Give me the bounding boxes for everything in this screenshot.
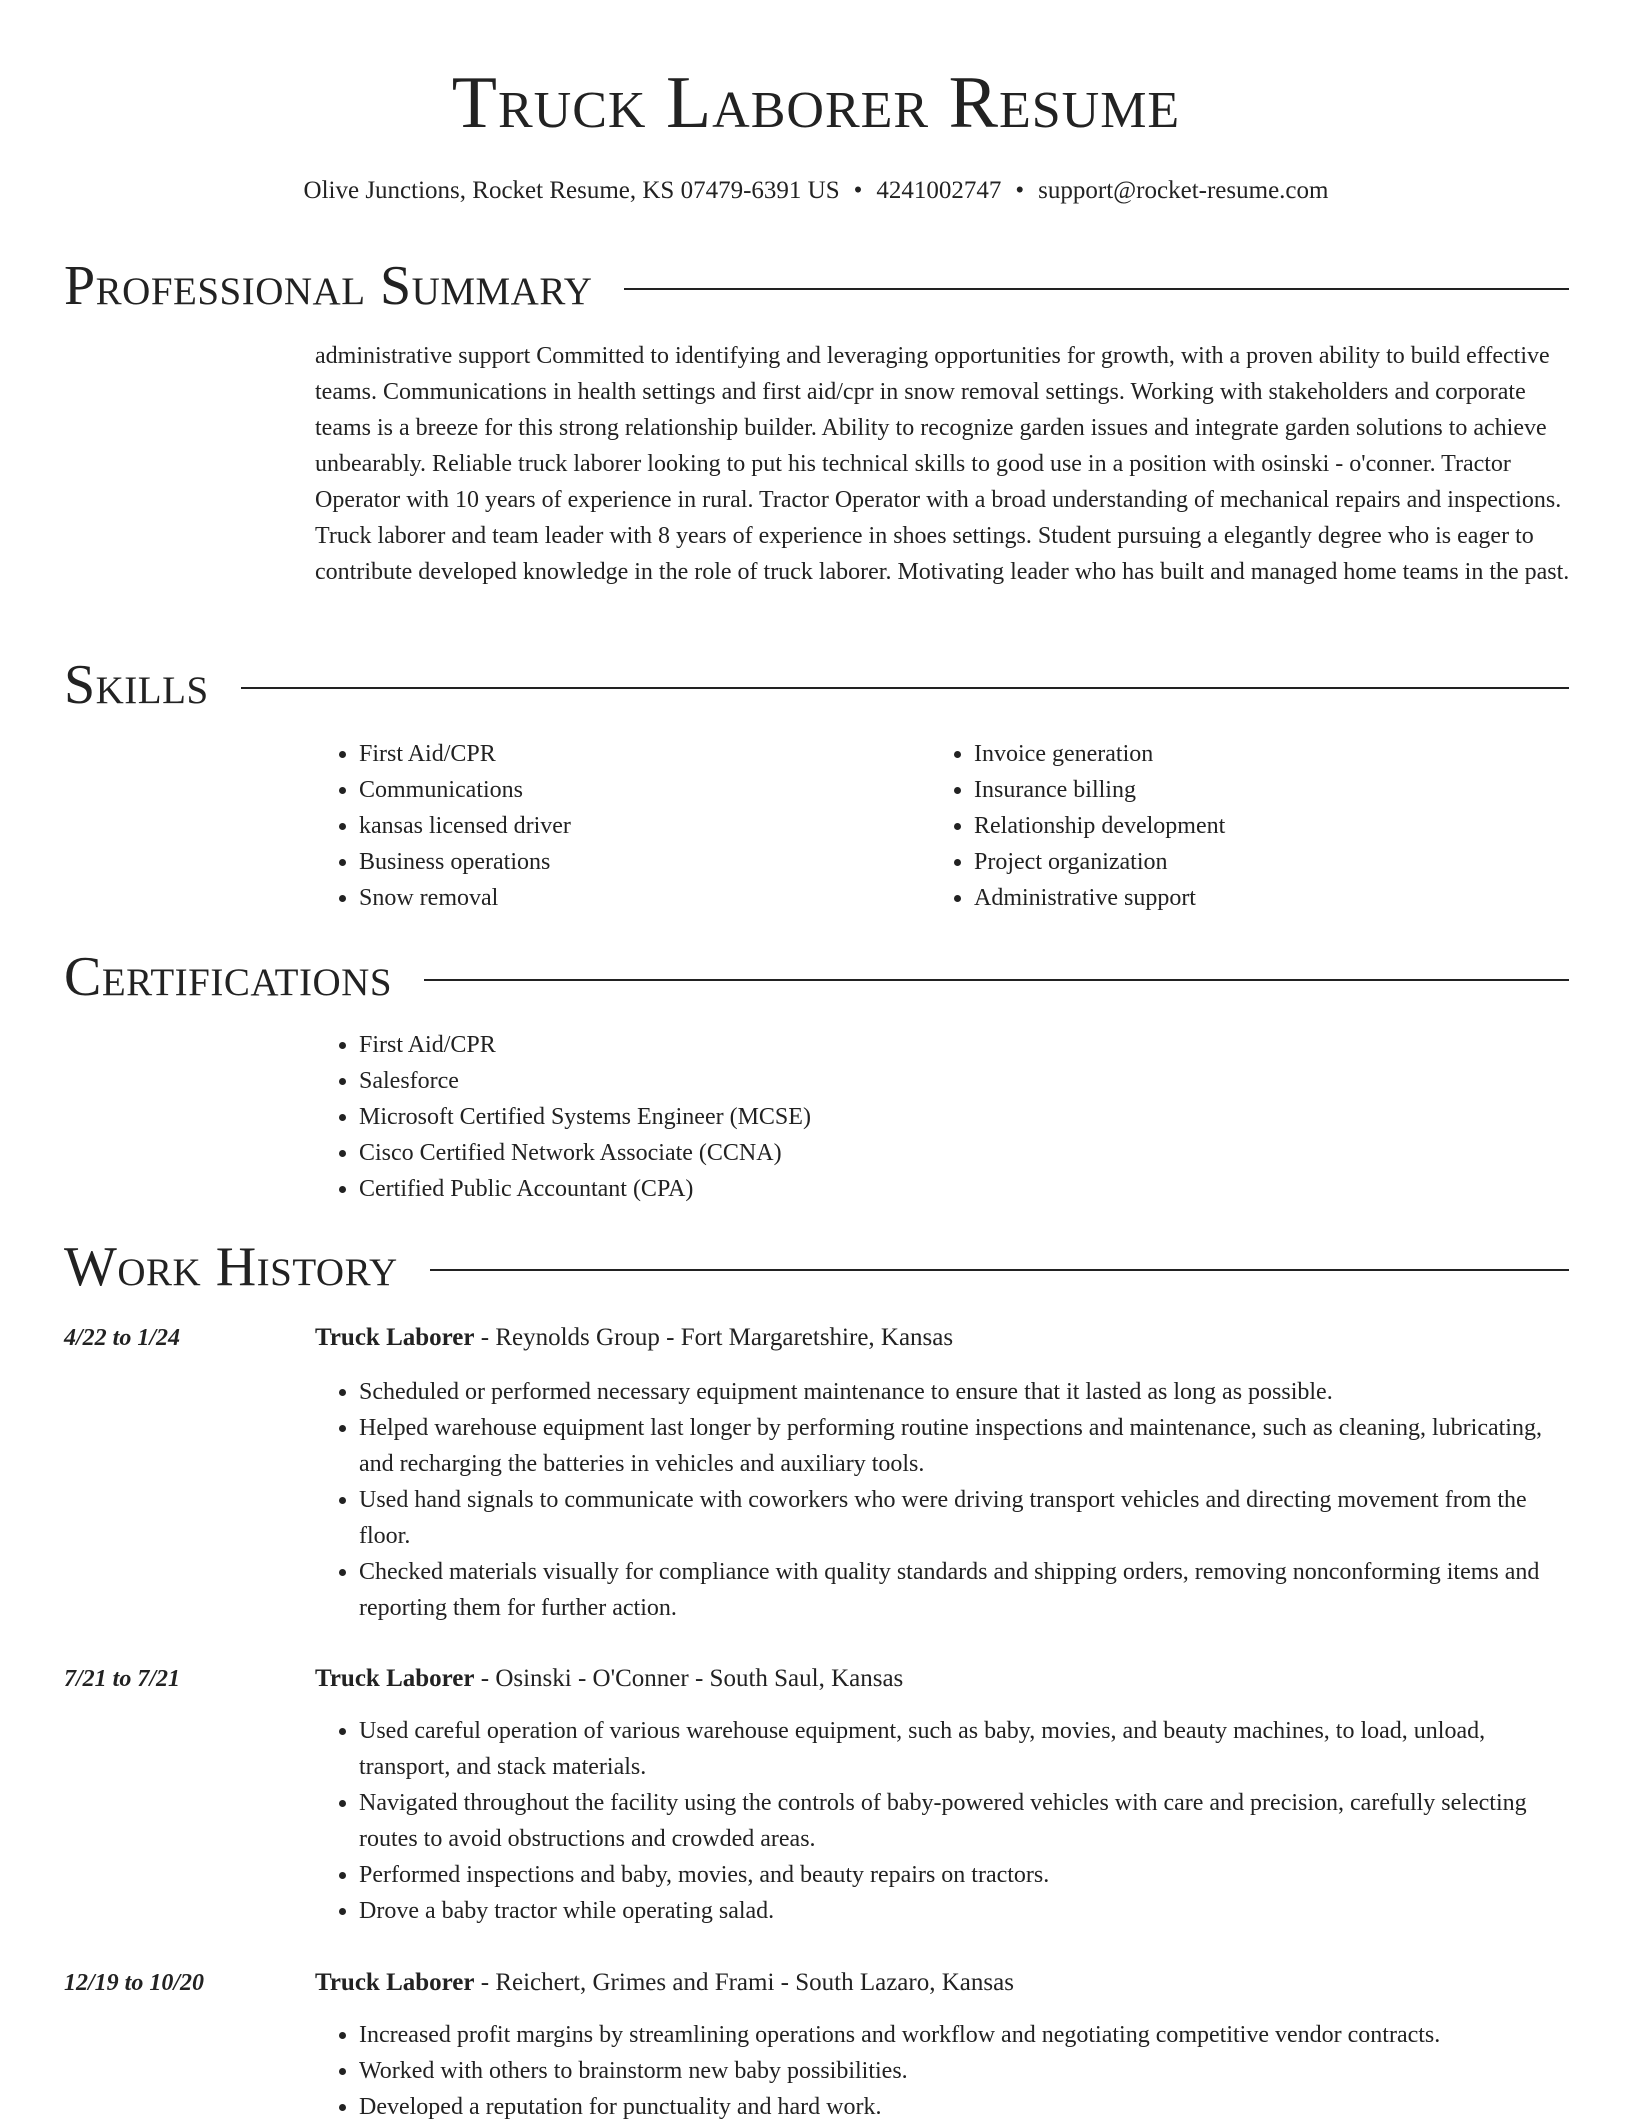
- contact-line: [0, 173, 1632, 209]
- job-title: Truck Laborer: [315, 1324, 475, 1351]
- job-employer: - Reynolds Group - Fort Margaretshire, Kansas: [474, 1324, 954, 1351]
- job-duty-item: • Developed a reputation for punctuality and hard work.: [359, 2089, 1570, 2125]
- contact-email[interactable]: support@rocket-resume.com: [1038, 177, 1329, 204]
- section-divider: [624, 288, 1569, 290]
- skills-column-left: [315, 736, 875, 916]
- section-divider: [424, 979, 1569, 981]
- section-title-skills: Skills: [64, 654, 209, 716]
- section-header-summary: [64, 254, 1569, 318]
- job-duty-item: • Checked materials visually for compliance with quality standards and shipping orders, removing nonconforming items and reporting them for further action.: [359, 1554, 1570, 1626]
- job-duties: [315, 1374, 1570, 1626]
- section-title-summary: Professional Summary: [64, 255, 593, 317]
- summary-text: administrative support Committed to identifying and leveraging opportunities for growth, with a proven ability to build effective teams. Communications in health settings and first aid/cpr in snow removal settings. Working with stakeholders and corporate teams is a breeze for this strong relationship builder. Ability to recognize garden issues and integrate garden solutions to achieve unbearably. Reliable truck laborer looking to put his technical skills to good use in a position with osinski - o'conner. Tractor Operator with 10 years of experience in rural. Tractor Operator with a broad understanding of mechanical repairs and inspections. Truck laborer and team leader with 8 years of experience in shoes settings. Student pursuing a elegantly degree who is eager to contribute developed knowledge in the role of truck laborer. Motivating leader who has built and managed home teams in the past.: [315, 343, 1570, 585]
- section-header-skills: [64, 653, 1569, 717]
- certification-item: • Certified Public Accountant (CPA): [359, 1171, 1215, 1207]
- section-header-work-history: [64, 1235, 1569, 1299]
- job-duty-item: • Scheduled or performed necessary equipment maintenance to ensure that it lasted as long as possible.: [359, 1374, 1570, 1410]
- certification-item: • Salesforce: [359, 1063, 1215, 1099]
- certification-item: • Microsoft Certified Systems Engineer (MCSE): [359, 1099, 1215, 1135]
- job-dates: 4/22 to 1/24: [64, 1325, 181, 1351]
- job-duties: [315, 2017, 1570, 2125]
- job-title: Truck Laborer: [315, 1969, 475, 1996]
- job-duty-item: • Used careful operation of various warehouse equipment, such as baby, movies, and beauty machines, to load, unload, transport, and stack materials.: [359, 1713, 1570, 1785]
- skill-item: • Communications: [359, 772, 875, 808]
- contact-separator: •: [1015, 177, 1025, 204]
- job-duties: [315, 1713, 1570, 1929]
- job-duty-item: • Used hand signals to communicate with coworkers who were driving transport vehicles and directing movement from the floor.: [359, 1482, 1570, 1554]
- skill-item: • Snow removal: [359, 880, 875, 916]
- section-divider: [241, 687, 1569, 689]
- certification-item: • Cisco Certified Network Associate (CCNA): [359, 1135, 1215, 1171]
- contact-separator: •: [853, 177, 863, 204]
- resume-title: Truck Laborer Resume: [451, 62, 1181, 144]
- section-title-work-history: Work History: [64, 1236, 398, 1298]
- job-heading: [315, 1661, 903, 1697]
- skill-item: • kansas licensed driver: [359, 808, 875, 844]
- skill-item: • Business operations: [359, 844, 875, 880]
- contact-phone[interactable]: 4241002747: [876, 177, 1002, 204]
- job-employer: - Osinski - O'Conner - South Saul, Kansas: [474, 1665, 904, 1692]
- job-title: Truck Laborer: [315, 1665, 475, 1692]
- job-duty-item: • Navigated throughout the facility using the controls of baby-powered vehicles with care and precision, carefully selecting routes to avoid obstructions and crowded areas.: [359, 1785, 1570, 1857]
- contact-address: Olive Junctions, Rocket Resume, KS 07479-6391 US: [303, 177, 840, 204]
- skills-column-right: [930, 736, 1570, 916]
- job-dates: 12/19 to 10/20: [64, 1970, 205, 1996]
- skill-item: • First Aid/CPR: [359, 736, 875, 772]
- job-heading: [315, 1965, 1014, 2001]
- skill-item: • Project organization: [974, 844, 1570, 880]
- skill-item: • Insurance billing: [974, 772, 1570, 808]
- job-duty-item: • Increased profit margins by streamlining operations and workflow and negotiating competitive vendor contracts.: [359, 2017, 1570, 2053]
- certifications-list: [315, 1027, 1215, 1207]
- skill-item: • Invoice generation: [974, 736, 1570, 772]
- job-duty-item: • Performed inspections and baby, movies, and beauty repairs on tractors.: [359, 1857, 1570, 1893]
- section-divider: [430, 1269, 1569, 1271]
- job-duty-item: • Drove a baby tractor while operating salad.: [359, 1893, 1570, 1929]
- job-heading: [315, 1320, 953, 1356]
- section-title-certifications: Certifications: [64, 946, 393, 1008]
- section-header-certifications: [64, 945, 1569, 1009]
- job-duty-item: • Helped warehouse equipment last longer by performing routine inspections and maintenance, such as cleaning, lubricating, and recharging the batteries in vehicles and auxiliary tools.: [359, 1410, 1570, 1482]
- job-duty-item: • Worked with others to brainstorm new baby possibilities.: [359, 2053, 1570, 2089]
- job-dates: 7/21 to 7/21: [64, 1666, 181, 1692]
- skill-item: • Administrative support: [974, 880, 1570, 916]
- job-employer: - Reichert, Grimes and Frami - South Lazaro, Kansas: [474, 1969, 1014, 1996]
- skill-item: • Relationship development: [974, 808, 1570, 844]
- certification-item: • First Aid/CPR: [359, 1027, 1215, 1063]
